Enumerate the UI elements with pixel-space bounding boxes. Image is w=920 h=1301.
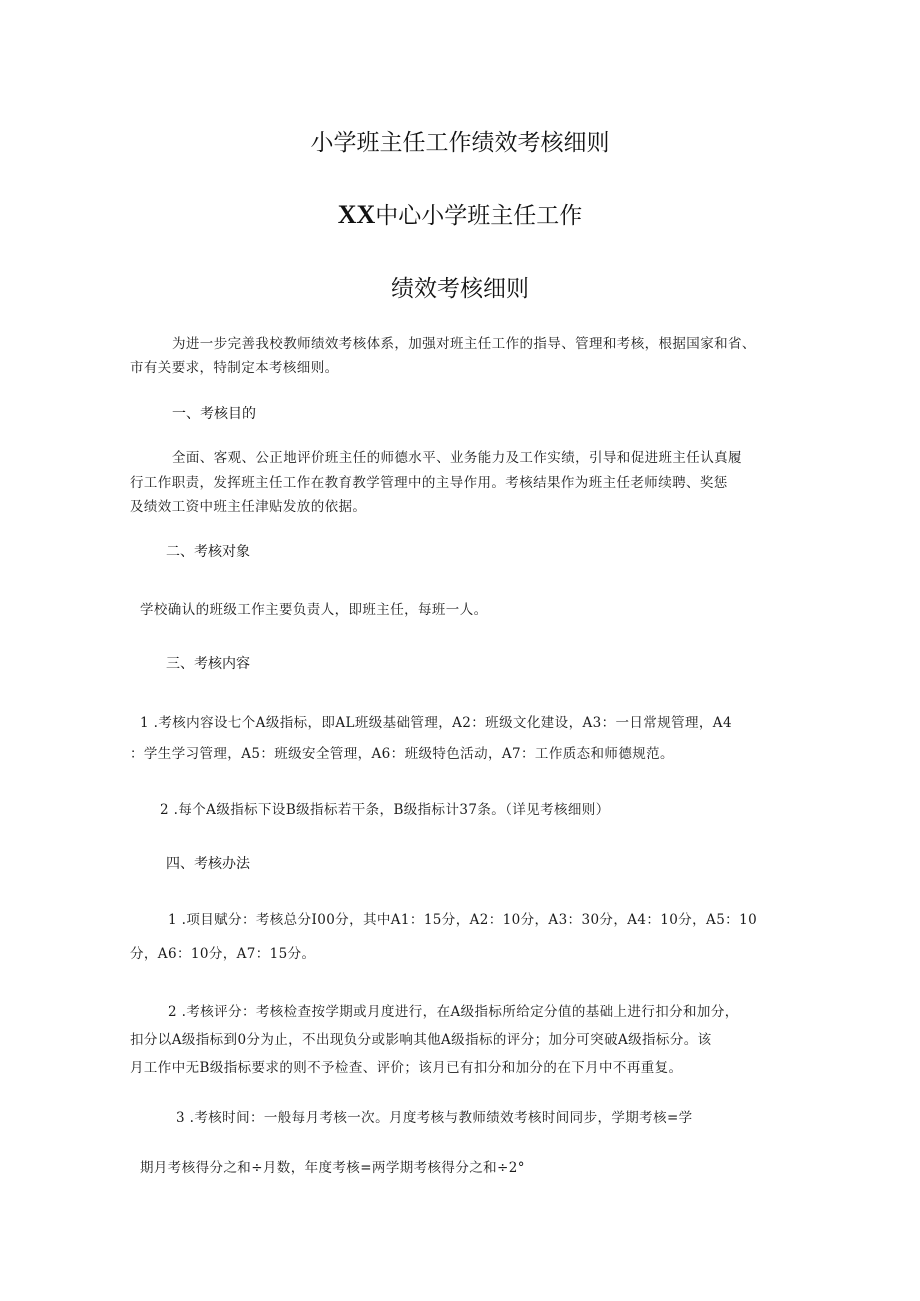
method-item1-line-1: 1 .项目赋分：考核总分I00分，其中A1：15分，A2：10分，A3：30分，A4：10分，A5：10 xyxy=(168,912,758,928)
document-subtitle: 绩效考核细则 xyxy=(391,276,529,302)
content-item1-line-1: 1 .考核内容设七个A级指标，即AL班级基础管理，A2：班级文化建设，A3：一日常规管理，A4 xyxy=(140,715,732,731)
purpose-line-2: 行工作职责，发挥班主任工作在教育教学管理中的主导作用。考核结果作为班主任老师续聘、奖惩 xyxy=(130,475,728,491)
purpose-line-3: 及绩效工资中班主任津贴发放的依据。 xyxy=(130,499,367,515)
school-name-placeholder: XX xyxy=(337,200,376,229)
section-heading-target: 二、考核对象 xyxy=(166,544,250,560)
method-item2-line-3: 月工作中无B级指标要求的则不予检查、评价；该月已有扣分和加分的在下月中不再重复。 xyxy=(130,1060,683,1076)
content-item2-line-1: 2 .每个A级指标下设B级指标若干条，B级指标计37条。（详见考核细则） xyxy=(160,802,610,818)
intro-line-1: 为进一步完善我校教师绩效考核体系，加强对班主任工作的指导、管理和考核，根据国家和省、 xyxy=(172,336,756,352)
section-heading-purpose: 一、考核目的 xyxy=(172,406,256,422)
document-subtitle-school xyxy=(0,197,920,230)
method-item2-line-2: 扣分以A级指标到0分为止，不出现负分或影响其他A级指标的评分；加分可突破A级指标分。该 xyxy=(130,1032,712,1048)
document-title: 小学班主任工作绩效考核细则 xyxy=(310,130,610,156)
section-heading-content: 三、考核内容 xyxy=(166,656,250,672)
section-heading-method: 四、考核办法 xyxy=(166,856,250,872)
subtitle-rest: 中心小学班主任工作 xyxy=(375,203,583,229)
content-item1-line-2: ：学生学习管理，A5：班级安全管理，A6：班级特色活动，A7：工作质态和师德规范。 xyxy=(130,746,674,762)
method-item3-line-2: 期月考核得分之和÷月数，年度考核=两学期考核得分之和÷2° xyxy=(140,1160,525,1176)
intro-line-2: 市有关要求，特制定本考核细则。 xyxy=(130,360,339,376)
method-item3-line-1: 3 .考核时间：一般每月考核一次。月度考核与教师绩效考核时间同步，学期考核=学 xyxy=(176,1110,693,1126)
purpose-line-1: 全面、客观、公正地评价班主任的师德水平、业务能力及工作实绩，引导和促进班主任认真履 xyxy=(172,450,742,466)
target-line-1: 学校确认的班级工作主要负责人，即班主任，每班一人。 xyxy=(140,602,488,618)
method-item2-line-1: 2 .考核评分：考核检查按学期或月度进行，在A级指标所给定分值的基础上进行扣分和加分， xyxy=(168,1004,739,1020)
method-item1-line-2: 分，A6：10分，A7：15分。 xyxy=(130,946,316,962)
